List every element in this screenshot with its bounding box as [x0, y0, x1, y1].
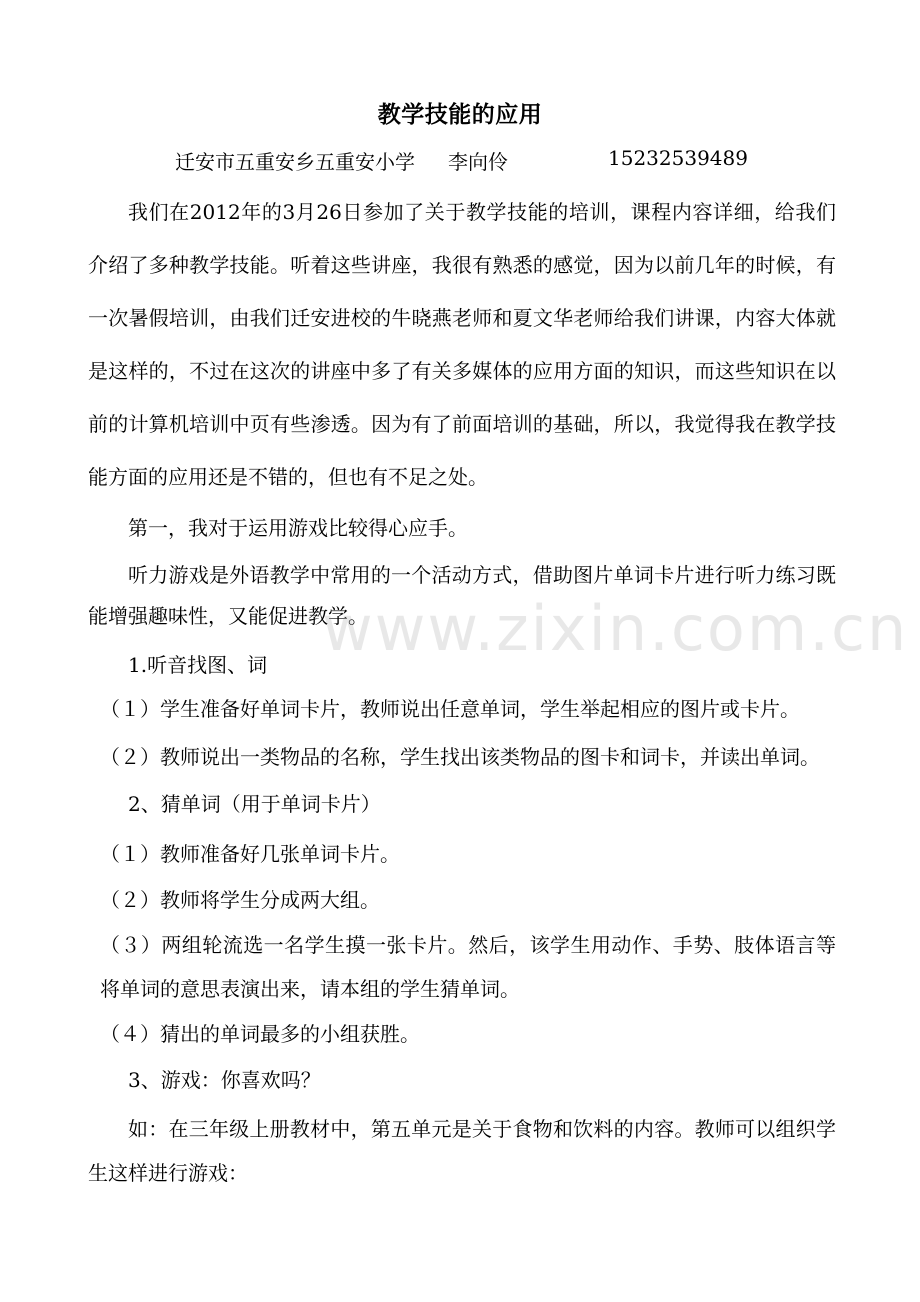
- byline-school: 迁安市五重安乡五重安小学: [175, 150, 415, 174]
- list-item-guess-3: （３）两组轮流选一名学生摸一张卡片。然后，该学生用动作、手势、肢体语言等将单词的意思表演出来，请本组的学生猜单词。: [100, 933, 836, 1001]
- list-item-guess-4: （４）猜出的单词最多的小组获胜。: [100, 1022, 420, 1046]
- list-item-listen-1: （１）学生准备好单词卡片，教师说出任意单词，学生举起相应的图片或卡片。: [100, 697, 800, 721]
- paragraph-example: 如：在三年级上册教材中，第五单元是关于食物和饮料的内容。教师可以组织学生这样进行游戏：: [88, 1117, 836, 1185]
- list-item-listen-2: （２）教师说出一类物品的名称，学生找出该类物品的图卡和词卡，并读出单词。: [100, 745, 820, 769]
- heading-guess-word: 2、猜单词（用于单词卡片）: [128, 792, 381, 816]
- list-item-guess-1: （１）教师准备好几张单词卡片。: [100, 842, 400, 866]
- paragraph-first-point: 第一，我对于运用游戏比较得心应手。: [128, 516, 468, 540]
- byline-author: 李向伶: [448, 150, 508, 174]
- watermark-text: www.zixin.com.cn: [322, 592, 909, 665]
- paragraph-listening-games: 听力游戏是外语教学中常用的一个活动方式，借助图片单词卡片进行听力练习既能增强趣味性，又能促进教学。: [88, 563, 836, 628]
- paragraph-intro: 我们在2012年的3月26日参加了关于教学技能的培训，课程内容详细，给我们介绍了多种教学技能。听着这些讲座，我很有熟悉的感觉，因为以前几年的时候，有一次暑假培训，由我们迁安进校的牛晓燕老师和夏文华老师给我们讲课，内容大体就是这样的，不过在这次的讲座中多了有关多媒体的应用方面的知识，而这些知识在以前的计算机培训中页有些渗透。因为有了前面培训的基础，所以，我觉得我在教学技能方面的应用还是不错的，但也有不足之处。: [88, 200, 836, 489]
- document-body: [88, 186, 836, 1195]
- heading-do-you-like: 3、游戏：你喜欢吗？: [128, 1068, 321, 1092]
- list-item-guess-2: （２）教师将学生分成两大组。: [100, 888, 380, 912]
- document-title: 教学技能的应用: [377, 101, 543, 128]
- byline-phone: 15232539489: [608, 146, 748, 170]
- heading-listen-find: 1.听音找图、词: [128, 653, 268, 677]
